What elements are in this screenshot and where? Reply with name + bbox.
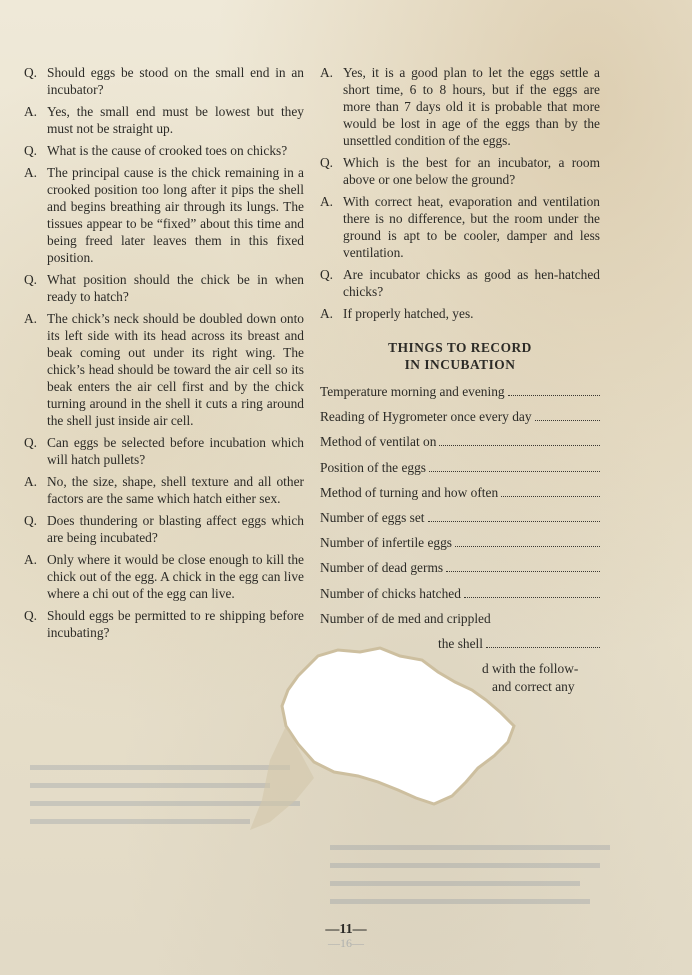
- qa-text: Only where it would be close enough to kill the chick out of the egg. A chick in the egg can live where a chi out of the egg can live.: [47, 552, 304, 601]
- qa-item: Q. Should eggs be stood on the small end in an incubator?: [24, 65, 304, 97]
- qa-text: Are incubator chicks as good as hen-hatched chicks?: [343, 267, 600, 299]
- record-item: Position of the eggs: [320, 459, 600, 484]
- qa-item: Q. What is the cause of crooked toes on chicks?: [24, 143, 288, 158]
- qa-item: A. Yes, it is a good plan to let the eggs settle a short time, 6 to 8 hours, but if the eggs are more than 7 days old it is probable that more would be lost in age of the eggs than by the unsettled condition of the eggs.: [320, 65, 600, 148]
- qa-item: A. No, the size, shape, shell texture and all other factors are the same which hatch either sex.: [24, 474, 304, 506]
- qa-item: A. The chick’s neck should be doubled down onto its left side with its head across its breast and beak coming out under its right wing. The chick’s head should be toward the air cell so its beak enters the air cell first and by the chick turning around in the shell it cuts a ring around the shell just inside air cell.: [24, 311, 304, 428]
- qa-text: With correct heat, evaporation and ventilation there is no difference, but the room under the ground is apt to be cooler, damper and less ventilation.: [343, 194, 600, 260]
- record-item: Reading of Hygrometer once every day: [320, 408, 600, 433]
- qa-item: Q. Does thundering or blasting affect eggs which are being incubated?: [24, 513, 304, 545]
- ghost-page-number: —16—: [328, 936, 364, 950]
- record-item: Number of infertile eggs: [320, 534, 600, 559]
- qa-item: A. The principal cause is the chick remaining in a crooked position too long after it pips the shell and begins breathing air through its lungs. The tissues appear to be “fixed” about this time and being freed later leaves them in this fixed position.: [24, 165, 304, 265]
- qa-text: The principal cause is the chick remaining in a crooked position too long after it pips the shell and begins breathing air through its lungs. The tissues appear to be “fixed” about this time and being freed later leaves them in this fixed position.: [47, 165, 304, 265]
- record-item: Method of turning and how often: [320, 484, 600, 509]
- qa-text: The chick’s neck should be doubled down onto its left side with its head across its breast and beak coming out under its right wing. The chick’s head should be toward the air cell so its beak enters the air cell first and by the chick turning around in the shell it cuts a ring around the shell just inside air cell.: [47, 311, 304, 428]
- qa-item: A. If properly hatched, yes.: [320, 306, 474, 321]
- record-item: and correct any: [492, 679, 575, 695]
- qa-text: Does thundering or blasting affect eggs which are being incubated?: [47, 513, 304, 545]
- record-item: Number of dead germs: [320, 559, 600, 584]
- qa-text: Should eggs be permitted to re shipping before incubating?: [47, 608, 304, 640]
- qa-item: Q. Are incubator chicks as good as hen-hatched chicks?: [320, 267, 600, 299]
- qa-text: What position should the chick be in when ready to hatch?: [47, 272, 304, 304]
- qa-text: Can eggs be selected before incubation which will hatch pullets?: [47, 435, 304, 467]
- qa-text: Yes, the small end must be lowest but they must not be straight up.: [47, 104, 304, 136]
- qa-item: A. With correct heat, evaporation and ventilation there is no difference, but the room under the ground is apt to be cooler, damper and less ventilation.: [320, 194, 600, 260]
- record-item: Method of ventilat on: [320, 433, 600, 458]
- qa-text: If properly hatched, yes.: [343, 306, 474, 321]
- qa-item: A. Only where it would be close enough to kill the chick out of the egg. A chick in the egg can live where a chi out of the egg can live.: [24, 552, 304, 601]
- record-item: Number of eggs set: [320, 509, 600, 534]
- qa-item: Q. Should eggs be permitted to re shipping before incubating?: [24, 608, 304, 640]
- record-item: the shell: [320, 635, 600, 660]
- record-item: Number of chicks hatched: [320, 585, 600, 610]
- qa-text: Should eggs be stood on the small end in an incubator?: [47, 65, 304, 97]
- qa-text: What is the cause of crooked toes on chicks?: [47, 143, 288, 158]
- qa-text: Which is the best for an incubator, a room above or one below the ground?: [343, 155, 600, 187]
- record-item: Temperature morning and evening: [320, 383, 600, 408]
- qa-text: No, the size, shape, shell texture and all other factors are the same which hatch either sex.: [47, 474, 304, 506]
- qa-text: Yes, it is a good plan to let the eggs settle a short time, 6 to 8 hours, but if the eggs are more than 7 days old it is probable that more would be lost in age of the eggs than by the unsettled condition of the eggs.: [343, 65, 600, 148]
- qa-item: Q. What position should the chick be in when ready to hatch?: [24, 272, 304, 304]
- page-number: —11—: [325, 922, 367, 937]
- record-heading: THINGS TO RECORD IN INCUBATION: [388, 340, 532, 372]
- record-item: Number of de med and crippled: [320, 610, 491, 626]
- qa-item: Q. Which is the best for an incubator, a room above or one below the ground?: [320, 155, 600, 187]
- record-item: d with the follow-: [482, 661, 579, 677]
- qa-item: Q. Can eggs be selected before incubation which will hatch pullets?: [24, 435, 304, 467]
- qa-item: A. Yes, the small end must be lowest but they must not be straight up.: [24, 104, 304, 136]
